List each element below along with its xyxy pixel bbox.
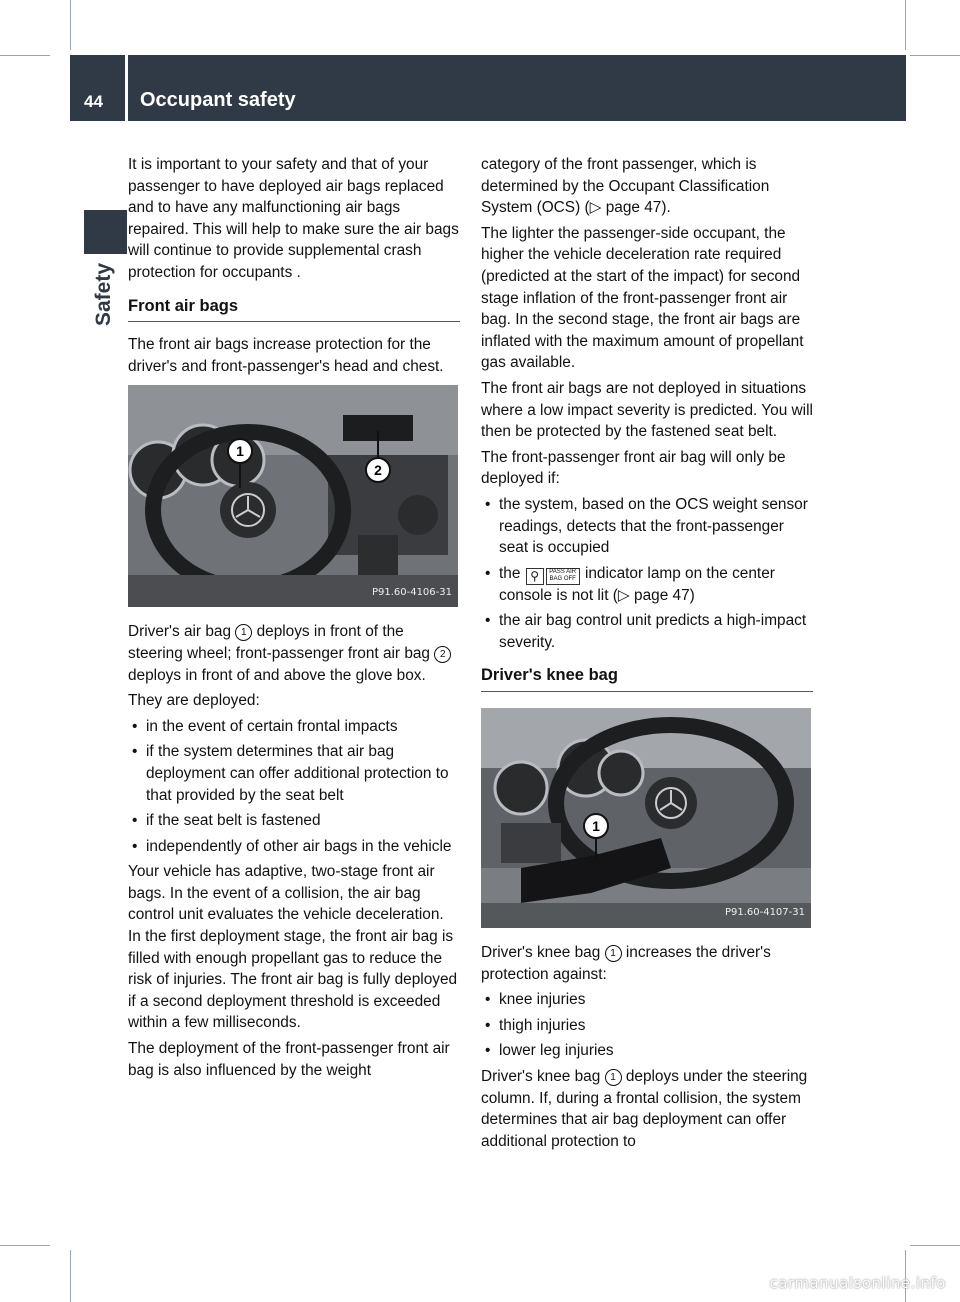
paragraph: The lighter the passenger-side occupant, the higher the vehicle deceleration rate required (predicted at the start of the impact) for second stage inflation of the front-passenger front air bag. In the second stage, the front air bags are inflated with the maximum amount of propellant gas available. xyxy=(481,224,804,372)
callout-1-ref: 1 xyxy=(235,624,252,641)
callout-1-label: 1 xyxy=(592,818,600,835)
list-item: • thigh injuries xyxy=(485,1016,586,1034)
figure-code: P91.60-4106-31 xyxy=(371,586,452,598)
page-ref-arrow-icon: ▷ xyxy=(589,199,602,217)
header-divider xyxy=(125,55,128,121)
section-label-text: Safety xyxy=(92,262,115,326)
paragraph: The deployment of the front-passenger front air bag is also influenced by the weight xyxy=(128,1040,450,1079)
paragraph: They are deployed: xyxy=(128,692,260,710)
crop-mark xyxy=(0,1245,50,1246)
paragraph: The front-passenger front air bag will only be deployed if: xyxy=(481,448,786,488)
watermark: carmanualsonline.info xyxy=(769,1274,946,1292)
list-item-text: knee injuries xyxy=(499,991,586,1009)
dashboard-illustration xyxy=(128,385,458,607)
paragraph xyxy=(481,1066,813,1152)
list-item: • lower leg injuries xyxy=(485,1042,614,1060)
page-title: Occupant safety xyxy=(140,89,296,111)
crop-mark xyxy=(910,55,960,56)
seat-occupant-icon: ⚲ xyxy=(526,568,544,585)
text-part: deploys under the steering column. If, during a frontal collision, the system determines that air bag deployment can offer additional protection to xyxy=(481,1068,808,1150)
section-heading-front-air-bags: Front air bags xyxy=(128,296,460,323)
callout-2-label: 2 xyxy=(374,462,382,479)
caption-part: deploys in front of the steering wheel; front-passenger front air bag xyxy=(128,623,435,662)
caption-part: Driver's air bag xyxy=(128,623,236,641)
deploy-conditions-list xyxy=(128,716,460,858)
callout-1-ref: 1 xyxy=(605,1069,622,1086)
list-item-text: if the system determines that air bag deployment can offer additional protection to that provided by the seat belt xyxy=(146,743,449,804)
crop-mark xyxy=(70,1250,71,1302)
paragraph xyxy=(481,154,813,219)
paragraph: Your vehicle has adaptive, two-stage front air bags. In the event of a collision, the air bag control unit evaluates the vehicle deceleration. In the first deployment stage, the front air bag is filled with enough propellant gas to reduce the risk of injuries. The front air bag is fully deployed if a second deployment threshold is exceeded within a few milliseconds. xyxy=(128,863,458,1032)
list-item-text: the air bag control unit predicts a high-impact severity. xyxy=(499,612,807,651)
list-item: • the air bag control unit predicts a high-impact severity. xyxy=(485,612,807,651)
list-item: • the system, based on the OCS weight sensor readings, detects that the front-passenger seat is occupied xyxy=(485,495,808,557)
knee-bag-illustration xyxy=(481,708,811,928)
list-item-text: lower leg injuries xyxy=(499,1042,614,1060)
pass-air-bag-off-icon: PASS AIR BAG OFF xyxy=(546,568,580,585)
list-item: • independently of other air bags in the vehicle xyxy=(132,837,452,855)
callout-1-ref: 1 xyxy=(605,945,622,962)
protection-list xyxy=(481,989,813,1062)
list-item: • if the system determines that air bag deployment can offer additional protection to that provided by the seat belt xyxy=(132,743,449,804)
caption-part: deploys in front of and above the glove box. xyxy=(128,666,426,684)
text-part: category of the front passenger, which is determined by the Occupant Classification System (OCS) ( xyxy=(481,156,770,217)
list-item: • the ⚲ PASS AIR BAG OFF indicator lamp on the center console is not lit (▷ page 47) xyxy=(485,564,775,604)
caption-part: Driver's knee bag xyxy=(481,944,605,962)
list-item: • if the seat belt is fastened xyxy=(132,812,321,830)
crop-mark xyxy=(910,1245,960,1246)
crop-mark xyxy=(905,0,906,50)
page-ref-link[interactable]: page 47). xyxy=(605,199,671,217)
list-item-text: the system, based on the OCS weight sensor readings, detects that the front-passenger seat is occupied xyxy=(499,495,808,557)
page-number: 44 xyxy=(84,92,103,111)
figure-caption xyxy=(128,621,460,686)
list-item-text: if the seat belt is fastened xyxy=(146,812,321,830)
list-item-text: independently of other air bags in the vehicle xyxy=(146,837,452,855)
figure-code: P91.60-4107-31 xyxy=(724,907,805,919)
callout-2-ref: 2 xyxy=(434,646,451,663)
text-part: Driver's knee bag xyxy=(481,1068,605,1086)
intro-paragraph: It is important to your safety and that of your passenger to have deployed air bags replaced and to have any malfunctioning air bags repaired. This will help to make sure the air bags will continue to provide supplemental crash protection for occupants . xyxy=(128,156,459,281)
crop-mark xyxy=(70,0,71,50)
list-item: • in the event of certain frontal impacts xyxy=(132,717,398,735)
knee-bag-figure xyxy=(481,708,811,928)
paragraph: The front air bags increase protection for the driver's and front-passenger's head and chest. xyxy=(128,336,444,375)
section-label xyxy=(88,262,128,330)
page-ref-link[interactable]: page 47) xyxy=(634,586,695,604)
crop-mark xyxy=(0,55,50,56)
section-heading-knee-bag: Driver's knee bag xyxy=(481,665,813,692)
right-column xyxy=(481,154,813,1156)
section-tab xyxy=(84,210,127,254)
list-item-text: in the event of certain frontal impacts xyxy=(146,717,398,735)
figure-caption xyxy=(481,942,813,985)
list-item-text: indicator lamp on the center console is not lit ( xyxy=(499,564,775,604)
list-item-text: thigh injuries xyxy=(499,1016,586,1034)
left-column xyxy=(128,154,460,1085)
caption-part: increases the driver's protection against: xyxy=(481,944,771,983)
passenger-conditions-list xyxy=(481,494,813,654)
paragraph: The front air bags are not deployed in situations where a low impact severity is predicted. You will then be protected by the fastened seat belt. xyxy=(481,379,813,441)
page-ref-arrow-icon: ▷ xyxy=(617,586,630,604)
callout-1-label: 1 xyxy=(236,443,244,460)
list-item-text: the xyxy=(499,564,525,582)
list-item: • knee injuries xyxy=(485,991,586,1009)
dashboard-figure xyxy=(128,385,458,607)
